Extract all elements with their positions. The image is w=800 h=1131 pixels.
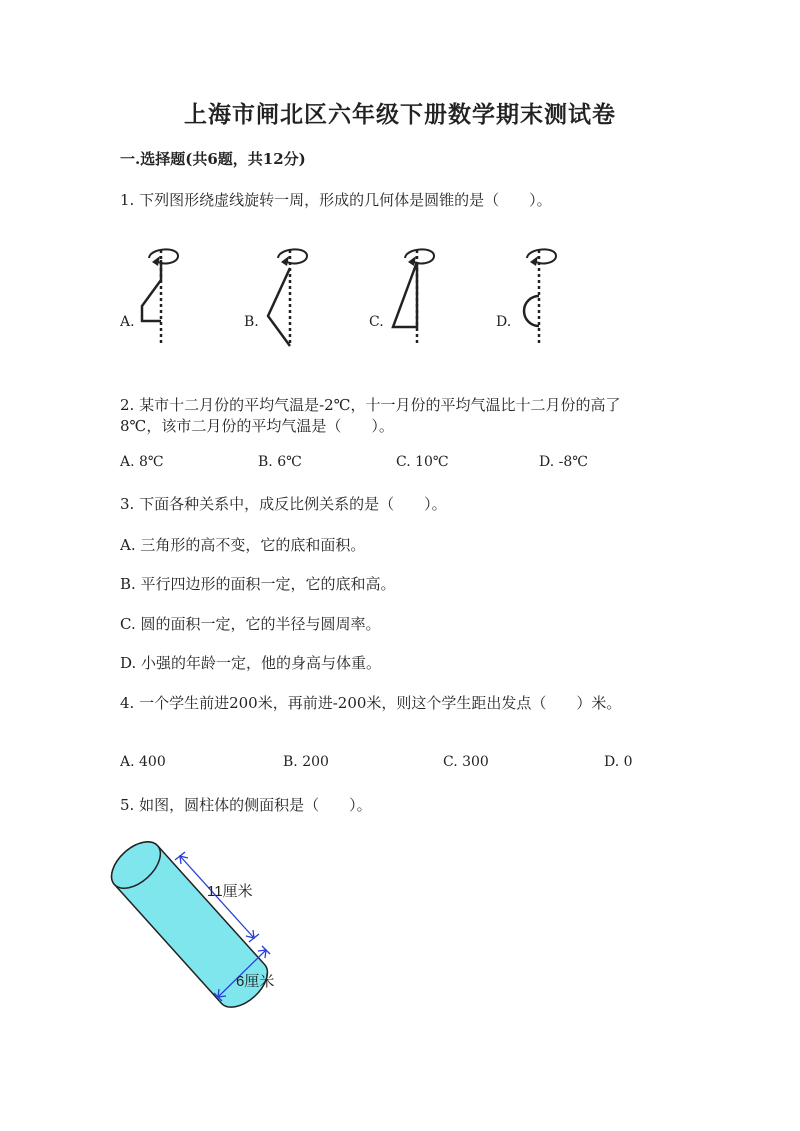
question-4-text: 4. 一个学生前进200米，再前进-200米，则这个学生距出发点（ ）米。 — [120, 694, 622, 712]
q1-option-d: D. — [496, 314, 512, 330]
q3-option-d: D. 小强的年龄一定，他的身高与体重。 — [120, 654, 382, 672]
q2-option-c: C. 10℃ — [396, 454, 449, 470]
diameter-label: 6厘米 — [236, 973, 275, 990]
q4-option-c: C. 300 — [443, 754, 489, 770]
q3-option-a: A. 三角形的高不变，它的底和面积。 — [120, 536, 366, 554]
q1-option-b: B. — [244, 314, 259, 330]
length-label: 11厘米 — [207, 883, 253, 900]
q1-option-a: A. — [120, 314, 135, 330]
q3-option-b: B. 平行四边形的面积一定，它的底和高。 — [120, 575, 396, 593]
q4-option-a: A. 400 — [120, 754, 166, 770]
q2-option-d: D. -8℃ — [539, 454, 588, 470]
section-heading: 一.选择题(共6题，共12分) — [120, 150, 306, 168]
q1-option-c: C. — [369, 314, 384, 330]
question-2-line-2: 8℃，该市二月份的平均气温是（ ）。 — [120, 417, 394, 435]
question-1-text: 1. 下列图形绕虚线旋转一周，形成的几何体是圆锥的是（ ）。 — [120, 191, 552, 209]
q2-option-a: A. 8℃ — [120, 454, 164, 470]
question-3-text: 3. 下面各种关系中，成反比例关系的是（ ）。 — [120, 495, 447, 513]
q4-option-b: B. 200 — [283, 754, 329, 770]
q3-option-c: C. 圆的面积一定，它的半径与圆周率。 — [120, 615, 381, 633]
page-title: 上海市闸北区六年级下册数学期末测试卷 — [184, 101, 616, 128]
q4-option-d: D. 0 — [604, 754, 633, 770]
q2-option-b: B. 6℃ — [258, 454, 302, 470]
question-5-text: 5. 如图，圆柱体的侧面积是（ ）。 — [120, 796, 372, 814]
question-2-line-1: 2. 某市十二月份的平均气温是-2℃，十一月份的平均气温比十二月份的高了 — [120, 396, 621, 414]
